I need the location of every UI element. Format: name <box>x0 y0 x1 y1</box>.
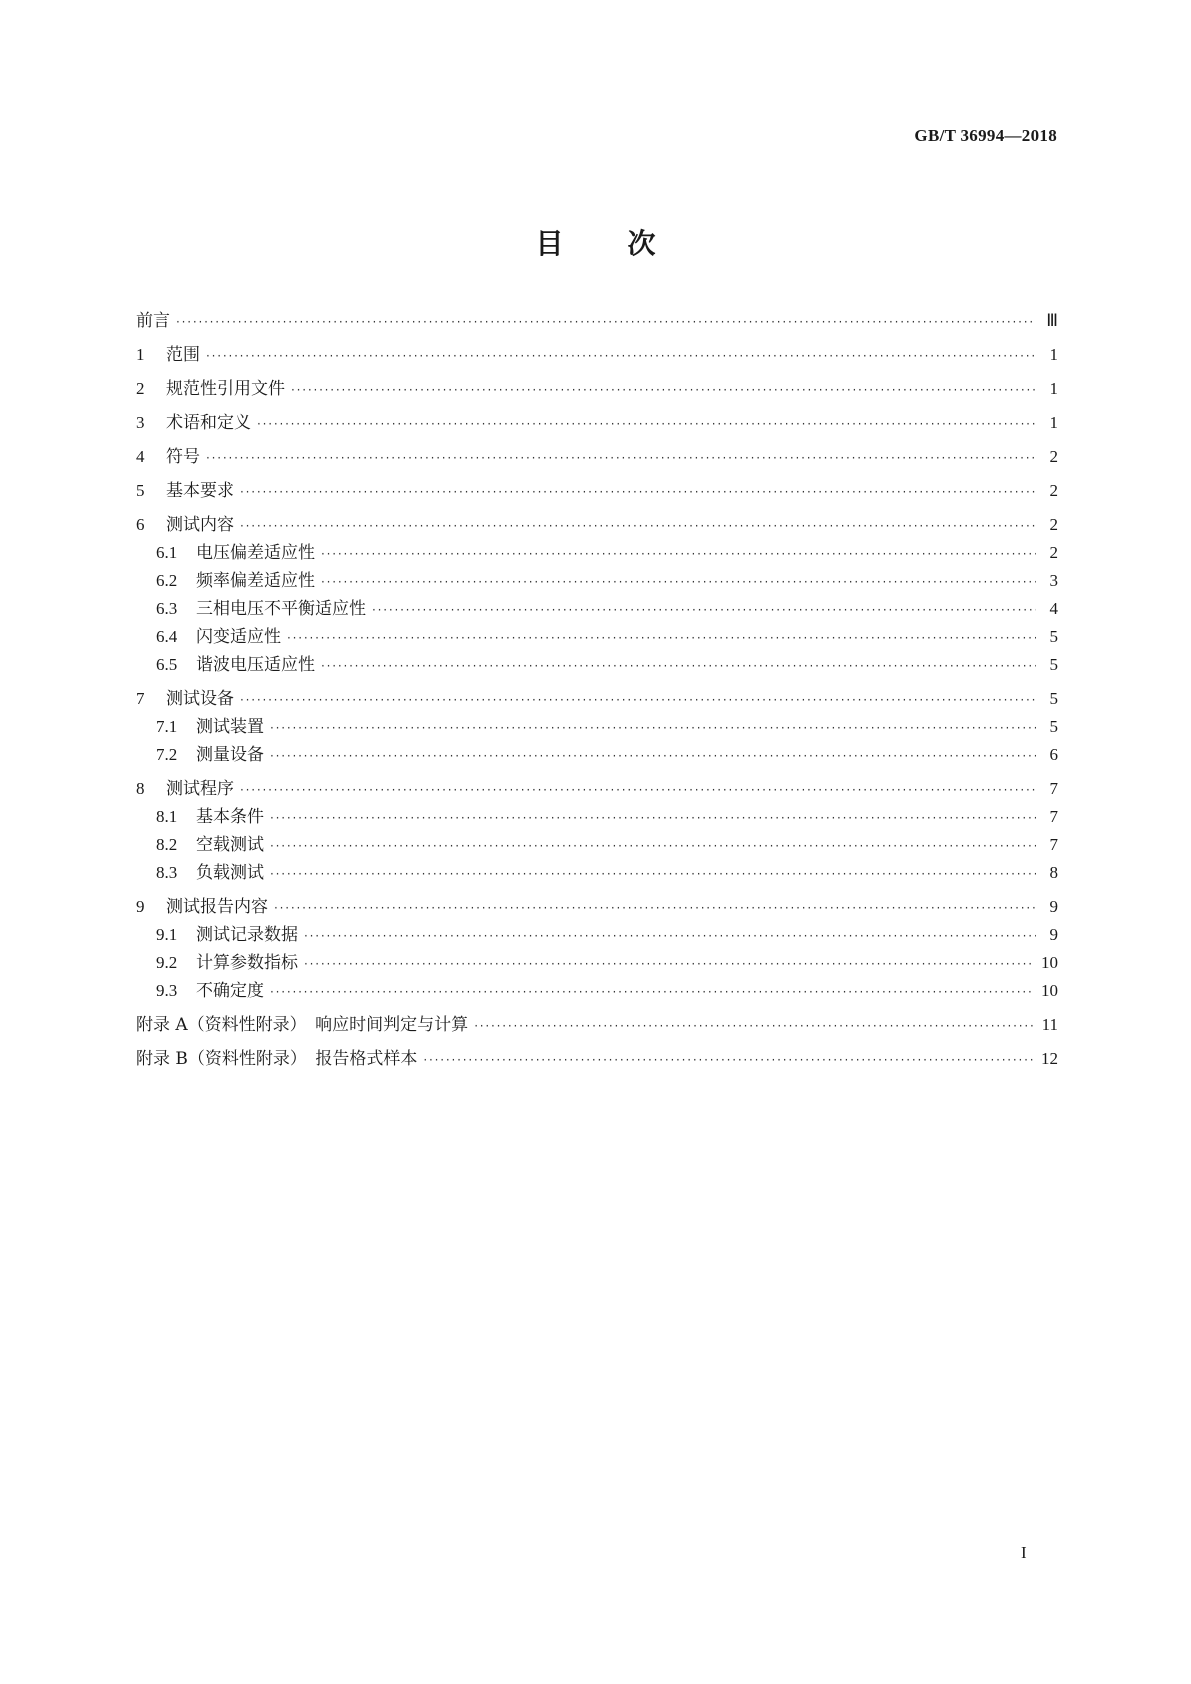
dot-leader <box>291 383 1036 397</box>
toc-entry[interactable] <box>136 442 1058 470</box>
toc-entry-title: 空载测试 <box>196 835 264 855</box>
dot-leader <box>321 547 1036 561</box>
toc-entry-page: 5 <box>1049 717 1058 736</box>
toc-entry-title: 闪变适应性 <box>196 627 281 647</box>
dot-leader <box>270 985 1033 999</box>
dot-leader <box>270 749 1036 763</box>
toc-entry-title: 测试程序 <box>166 779 234 799</box>
toc-entry-page: 9 <box>1049 925 1058 944</box>
toc-entry-page: 2 <box>1049 515 1058 534</box>
toc-entry-title: 基本条件 <box>196 807 264 827</box>
toc-entry[interactable] <box>136 740 1058 768</box>
toc-entry-number: 6.4 <box>156 627 178 646</box>
toc-entry-title: 附录 A（资料性附录） 响应时间判定与计算 <box>136 1015 469 1035</box>
dot-leader <box>474 1019 1033 1033</box>
toc-entry[interactable] <box>136 892 1058 920</box>
toc-entry-page: 6 <box>1049 745 1058 764</box>
dot-leader <box>240 693 1036 707</box>
title-char-2: 次 <box>627 227 656 260</box>
standard-code: GB/T 36994—2018 <box>914 126 1057 145</box>
toc-entry-title: 测试内容 <box>166 515 234 535</box>
toc-entry[interactable] <box>136 538 1058 566</box>
toc-entry-number: 9.2 <box>156 953 178 972</box>
toc-entry[interactable] <box>136 650 1058 678</box>
toc-entry-page: 4 <box>1049 599 1058 618</box>
dot-leader <box>321 575 1036 589</box>
dot-leader <box>270 839 1036 853</box>
toc-entry[interactable] <box>136 802 1058 830</box>
dot-leader <box>270 721 1036 735</box>
toc-entry-page: 3 <box>1049 571 1058 590</box>
dot-leader <box>206 451 1036 465</box>
dot-leader <box>257 417 1036 431</box>
toc-entry[interactable] <box>136 374 1058 402</box>
toc-entry-title: 术语和定义 <box>166 413 251 433</box>
dot-leader <box>304 929 1036 943</box>
toc-entry-title: 频率偏差适应性 <box>196 571 315 591</box>
dot-leader <box>372 603 1036 617</box>
dot-leader <box>274 901 1036 915</box>
toc-entry-page: 5 <box>1049 655 1058 674</box>
toc-entry-number: 4 <box>136 447 145 466</box>
dot-leader <box>206 349 1036 363</box>
dot-leader <box>240 485 1036 499</box>
toc-entry[interactable] <box>136 306 1058 334</box>
toc-entry-page: 12 <box>1041 1049 1058 1068</box>
toc-entry-number: 5 <box>136 481 145 500</box>
toc-entry-number: 1 <box>136 345 145 364</box>
dot-leader <box>304 957 1033 971</box>
toc-entry-number: 6.3 <box>156 599 178 618</box>
toc-entry-page: 7 <box>1049 779 1058 798</box>
toc-entry-title: 计算参数指标 <box>196 953 298 973</box>
toc-entry[interactable] <box>136 684 1058 712</box>
toc-entry[interactable] <box>136 594 1058 622</box>
toc-entry-page: 2 <box>1049 543 1058 562</box>
toc-entry-title: 范围 <box>166 345 200 365</box>
toc-entry-page: 7 <box>1049 835 1058 854</box>
toc-entry[interactable] <box>136 830 1058 858</box>
toc-entry-number: 8.3 <box>156 863 178 882</box>
page-title <box>0 222 1191 262</box>
toc-entry-page: 1 <box>1049 379 1058 398</box>
toc-entry[interactable] <box>136 340 1058 368</box>
toc-entry-number: 3 <box>136 413 145 432</box>
toc-entry[interactable] <box>136 510 1058 538</box>
toc-entry[interactable] <box>136 476 1058 504</box>
toc-entry-number: 6.1 <box>156 543 178 562</box>
toc-entry[interactable] <box>136 1010 1058 1038</box>
toc-entry-page: 8 <box>1049 863 1058 882</box>
toc-entry[interactable] <box>136 920 1058 948</box>
toc-entry[interactable] <box>136 774 1058 802</box>
toc-entry-title: 测试记录数据 <box>196 925 298 945</box>
toc-entry-title: 规范性引用文件 <box>166 379 285 399</box>
dot-leader <box>176 315 1036 329</box>
toc-entry-page: 1 <box>1049 345 1058 364</box>
toc-entry-title: 电压偏差适应性 <box>196 543 315 563</box>
toc-entry-title: 负载测试 <box>196 863 264 883</box>
toc-entry-title: 谐波电压适应性 <box>196 655 315 675</box>
table-of-contents <box>136 306 1058 1072</box>
toc-entry-number: 9 <box>136 897 145 916</box>
toc-entry-page: 11 <box>1041 1015 1058 1034</box>
toc-entry-title: 测量设备 <box>196 745 264 765</box>
toc-entry-number: 6 <box>136 515 145 534</box>
toc-entry-number: 8 <box>136 779 145 798</box>
toc-entry-page: 7 <box>1049 807 1058 826</box>
toc-entry-page: 10 <box>1041 981 1058 1000</box>
toc-entry[interactable] <box>136 712 1058 740</box>
toc-entry-number: 8.2 <box>156 835 178 854</box>
toc-entry[interactable] <box>136 408 1058 436</box>
dot-leader <box>287 631 1036 645</box>
dot-leader <box>270 811 1036 825</box>
toc-entry-page: 9 <box>1049 897 1058 916</box>
toc-entry[interactable] <box>136 976 1058 1004</box>
toc-entry-title: 三相电压不平衡适应性 <box>196 599 366 619</box>
toc-entry[interactable] <box>136 566 1058 594</box>
toc-entry-title: 测试报告内容 <box>166 897 268 917</box>
toc-entry-number: 7.1 <box>156 717 178 736</box>
dot-leader <box>240 519 1036 533</box>
toc-entry-title: 附录 B（资料性附录） 报告格式样本 <box>136 1049 418 1069</box>
toc-entry-page: 10 <box>1041 953 1058 972</box>
toc-entry-title: 测试设备 <box>166 689 234 709</box>
toc-entry-number: 7.2 <box>156 745 178 764</box>
dot-leader <box>423 1053 1033 1067</box>
toc-entry[interactable] <box>136 622 1058 650</box>
toc-entry-number: 7 <box>136 689 145 708</box>
toc-entry-number: 8.1 <box>156 807 178 826</box>
toc-entry[interactable] <box>136 948 1058 976</box>
toc-entry[interactable] <box>136 1044 1058 1072</box>
toc-entry-number: 2 <box>136 379 145 398</box>
toc-entry-number: 6.5 <box>156 655 178 674</box>
toc-entry-number: 9.3 <box>156 981 178 1000</box>
toc-entry[interactable] <box>136 858 1058 886</box>
page-number: I <box>1021 1543 1027 1562</box>
toc-entry-page: Ⅲ <box>1046 311 1058 330</box>
toc-entry-page: 5 <box>1049 689 1058 708</box>
dot-leader <box>321 659 1036 673</box>
toc-entry-page: 2 <box>1049 481 1058 500</box>
dot-leader <box>270 867 1036 881</box>
dot-leader <box>240 783 1036 797</box>
toc-entry-number: 9.1 <box>156 925 178 944</box>
title-char-1: 目 <box>535 227 564 260</box>
toc-entry-page: 2 <box>1049 447 1058 466</box>
toc-entry-title: 不确定度 <box>196 981 264 1001</box>
toc-entry-title: 测试装置 <box>196 717 264 737</box>
toc-entry-page: 5 <box>1049 627 1058 646</box>
toc-entry-page: 1 <box>1049 413 1058 432</box>
toc-entry-title: 符号 <box>166 447 200 467</box>
toc-entry-title: 基本要求 <box>166 481 234 501</box>
toc-entry-title: 前言 <box>136 311 170 331</box>
toc-entry-number: 6.2 <box>156 571 178 590</box>
